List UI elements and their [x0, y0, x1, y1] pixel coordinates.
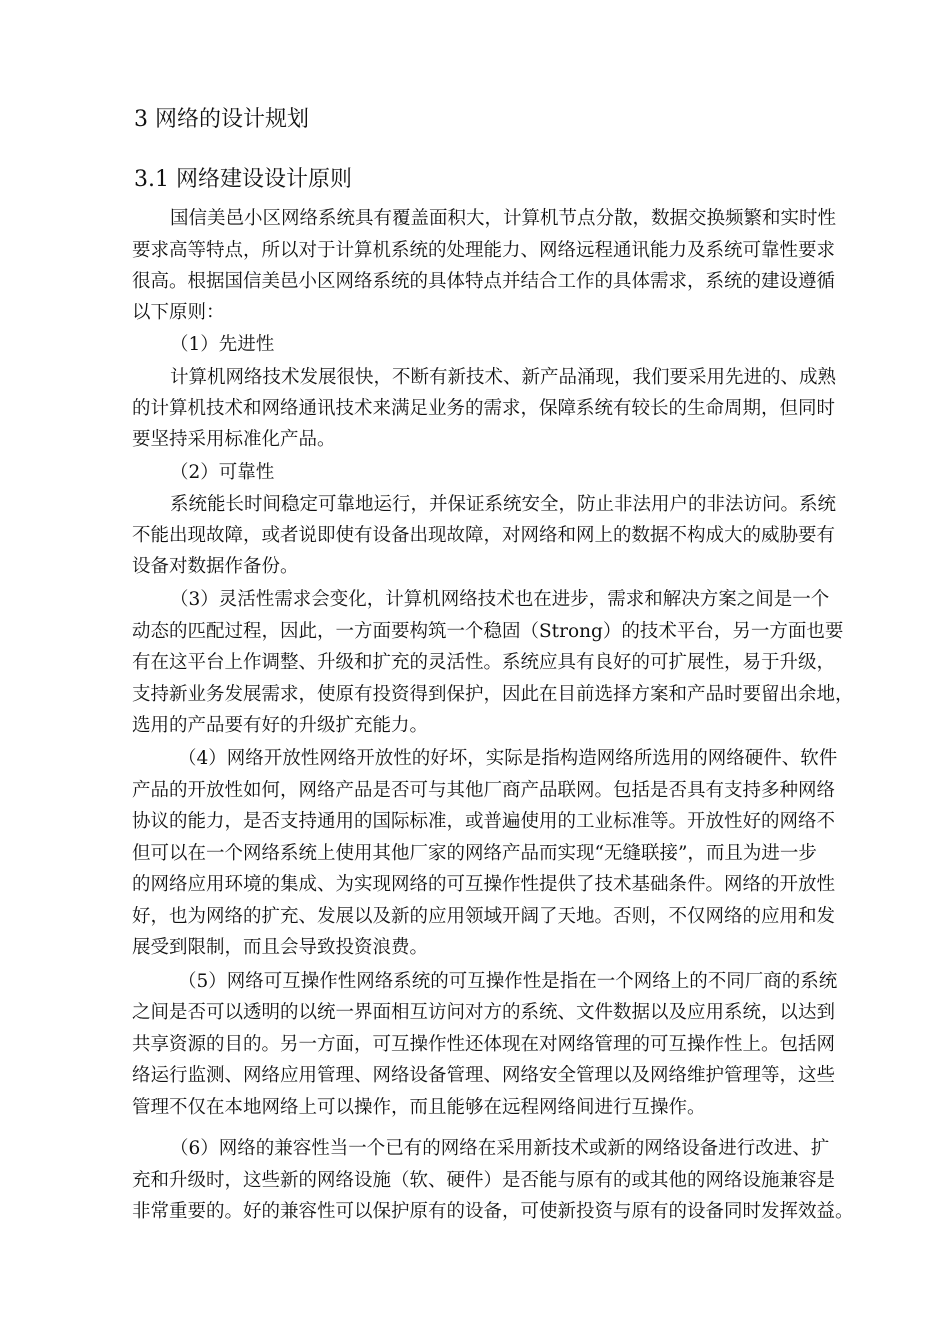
paragraph-line: 国信美邑小区网络系统具有覆盖面积大，计算机节点分散，数据交换频繁和实时性 [170, 208, 837, 229]
paragraph-line: 计算机网络技术发展很快，不断有新技术、新产品涌现，我们要采用先进的、成熟 [170, 367, 837, 388]
paragraph-line: 设备对数据作备份。 [132, 556, 299, 577]
list-item-heading: （1）先进性 [170, 334, 275, 355]
paragraph-line: 支持新业务发展需求，使原有投资得到保护，因此在目前选择方案和产品时要留出余地， [132, 684, 854, 705]
paragraph-line: 的计算机技术和网络通讯技术来满足业务的需求，保障系统有较长的生命周期，但同时 [132, 398, 836, 419]
paragraph-line: 络运行监测、网络应用管理、网络设备管理、网络安全管理以及网络维护管理等，这些 [132, 1065, 836, 1086]
chapter-heading: 3 网络的设计规划 [134, 107, 309, 132]
paragraph-line: 好，也为网络的扩充、发展以及新的应用领域开阔了天地。否则，不仅网络的应用和发 [132, 906, 836, 927]
paragraph-line: 协议的能力，是否支持通用的国际标准，或普遍使用的工业标准等。开放性好的网络不 [132, 811, 836, 832]
paragraph-line: 很高。根据国信美邑小区网络系统的具体特点并结合工作的具体需求，系统的建设遵循 [132, 271, 836, 292]
paragraph-line: 动态的匹配过程，因此，一方面要构筑一个稳固（Strong）的技术平台，另一方面也要 [132, 621, 844, 642]
paragraph-line: 不能出现故障，或者说即使有设备出现故障，对网络和网上的数据不构成大的威胁要有 [132, 525, 836, 546]
paragraph-line: 要坚持采用标准化产品。 [132, 429, 336, 450]
paragraph-line: 但可以在一个网络系统上使用其他厂家的网络产品而实现“无缝联接”，而且为进一步 [132, 843, 817, 864]
paragraph-line: 充和升级时，这些新的网络设施（软、硬件）是否能与原有的或其他的网络设施兼容是 [132, 1170, 836, 1191]
paragraph-line: 产品的开放性如何，网络产品是否可与其他厂商产品联网。包括是否具有支持多种网络 [132, 780, 836, 801]
list-item-paragraph: （3）灵活性需求会变化，计算机网络技术也在进步，需求和解决方案之间是一个 [170, 589, 830, 610]
paragraph-line: 有在这平台上作调整、升级和扩充的灵活性。系统应具有良好的可扩展性，易于升级， [132, 652, 836, 673]
paragraph-line: 非常重要的。好的兼容性可以保护原有的设备，可使新投资与原有的设备同时发挥效益。 [132, 1201, 854, 1222]
list-item-paragraph: （6）网络的兼容性当一个已有的网络在采用新技术或新的网络设备进行改进、扩 [170, 1138, 830, 1159]
paragraph-line: 系统能长时间稳定可靠地运行，并保证系统安全，防止非法用户的非法访问。系统 [170, 494, 837, 515]
list-item-paragraph: （4）网络开放性网络开放性的好坏，实际是指构造网络所选用的网络硬件、软件 [178, 748, 838, 769]
paragraph-line: 之间是否可以透明的以统一界面相互访问对方的系统、文件数据以及应用系统，以达到 [132, 1002, 836, 1023]
paragraph-line: 要求高等特点，所以对于计算机系统的处理能力、网络远程通讯能力及系统可靠性要求 [132, 240, 836, 261]
paragraph-line: 管理不仅在本地网络上可以操作，而且能够在远程网络间进行互操作。 [132, 1097, 706, 1118]
section-heading: 3.1 网络建设设计原则 [134, 167, 352, 192]
paragraph-line: 共享资源的目的。另一方面，可互操作性还体现在对网络管理的可互操作性上。包括网 [132, 1034, 836, 1055]
paragraph-line: 以下原则： [132, 302, 225, 323]
paragraph-line: 展受到限制，而且会导致投资浪费。 [132, 937, 429, 958]
paragraph-line: 的网络应用环境的集成、为实现网络的可互操作性提供了技术基础条件。网络的开放性 [132, 874, 836, 895]
list-item-heading: （2）可靠性 [170, 462, 275, 483]
paragraph-line: 选用的产品要有好的升级扩充能力。 [132, 715, 429, 736]
list-item-paragraph: （5）网络可互操作性网络系统的可互操作性是指在一个网络上的不同厂商的系统 [178, 971, 838, 992]
